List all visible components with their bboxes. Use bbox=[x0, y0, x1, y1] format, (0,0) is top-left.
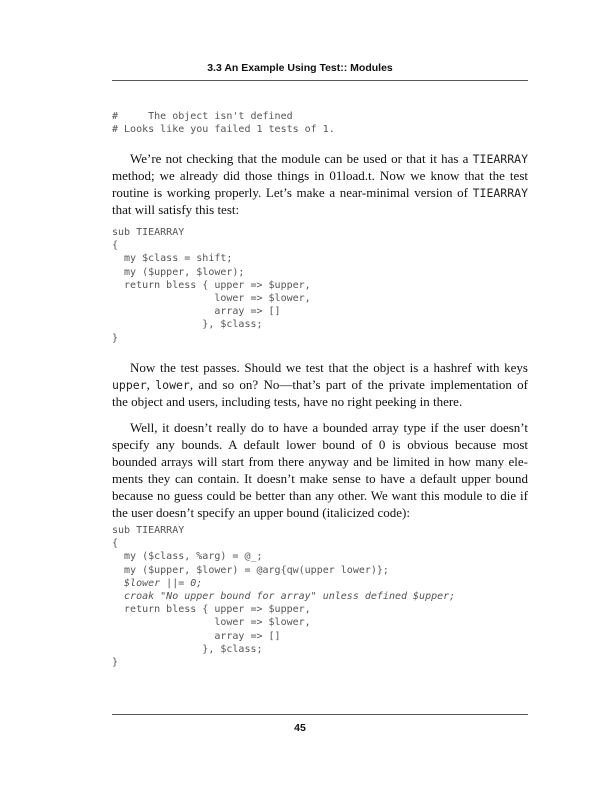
code-line: my ($upper, $lower); bbox=[112, 266, 245, 278]
code-line: { bbox=[112, 240, 119, 252]
paragraph-line: ments they can contain. It doesn’t make sense to have a default upper bound bbox=[112, 471, 528, 486]
code-line: # Looks like you failed 1 tests of 1. bbox=[112, 124, 335, 136]
code-line: array => [] bbox=[112, 630, 281, 642]
page-number: 45 bbox=[294, 722, 306, 734]
paragraph-line: Well, it doesn’t really do to have a bounded array type if the user doesn’t bbox=[130, 420, 528, 435]
inline-code-lower: lower bbox=[155, 378, 190, 392]
inline-code-tiearray: TIEARRAY bbox=[472, 152, 528, 166]
footer-rule bbox=[112, 714, 528, 715]
code-line: my ($upper, $lower) = @arg{qw(upper lower)}; bbox=[112, 564, 389, 576]
code-line: { bbox=[112, 538, 119, 550]
code-block-test-output bbox=[112, 110, 335, 136]
paragraph-line: method; we already did those things in 01load.t. Now we know that the test bbox=[112, 168, 528, 183]
inline-code-tiearray: TIEARRAY bbox=[472, 186, 528, 200]
code-line: lower => $lower, bbox=[112, 292, 311, 304]
paragraph-line: that will satisfy this test: bbox=[112, 202, 240, 217]
paragraph-line: specify any bounds. A default lower bound of 0 is obvious because most bbox=[112, 437, 528, 452]
paragraph-not-checking bbox=[112, 150, 528, 218]
paragraph-line: the object and users, including tests, have no right peeking in there. bbox=[112, 394, 463, 409]
code-line: return bless { upper => $upper, bbox=[112, 279, 311, 291]
code-line: } bbox=[112, 332, 119, 344]
code-line: } bbox=[112, 656, 119, 668]
code-line: array => [] bbox=[112, 306, 281, 318]
code-block-tiearray-bounds bbox=[112, 524, 455, 669]
header-rule bbox=[112, 80, 528, 81]
paragraph-line: upper, lower, and so on? No—that’s part of the private implementation of bbox=[112, 377, 528, 392]
code-line: my ($class, %arg) = @_; bbox=[112, 551, 263, 563]
paragraph-line: Now the test passes. Should we test that the object is a hashref with keys bbox=[130, 360, 528, 375]
code-line: # The object isn't defined bbox=[112, 111, 293, 122]
paragraph-line: because no guess could be better than any other. We want this module to die if bbox=[112, 488, 528, 503]
code-line-italic: $lower ||= 0; bbox=[112, 577, 203, 589]
paragraph-line: We’re not checking that the module can be used or that it has a TIEARRAY bbox=[130, 151, 528, 166]
code-line: lower => $lower, bbox=[112, 617, 311, 629]
code-line: sub TIEARRAY bbox=[112, 525, 185, 536]
code-block-tiearray-minimal bbox=[112, 226, 311, 345]
code-line: return bless { upper => $upper, bbox=[112, 604, 311, 616]
inline-code-upper: upper bbox=[112, 378, 147, 392]
paragraph-line: the user doesn’t specify an upper bound (italicized code): bbox=[112, 505, 410, 520]
code-line: }, $class; bbox=[112, 319, 263, 331]
code-line: sub TIEARRAY bbox=[112, 227, 185, 238]
paragraph-bounded-array bbox=[112, 419, 528, 521]
code-line: my $class = shift; bbox=[112, 253, 233, 265]
paragraph-line: bounded arrays will start from there anyway and be limited in how many ele- bbox=[112, 454, 528, 469]
code-line-italic: croak "No upper bound for array" unless defined $upper; bbox=[112, 590, 456, 602]
running-header: 3.3 An Example Using Test:: Modules bbox=[207, 62, 393, 74]
paragraph-test-passes bbox=[112, 359, 528, 410]
code-line: }, $class; bbox=[112, 643, 263, 655]
paragraph-line: routine is working properly. Let’s make a near-minimal version of TIEARRAY bbox=[112, 185, 528, 200]
